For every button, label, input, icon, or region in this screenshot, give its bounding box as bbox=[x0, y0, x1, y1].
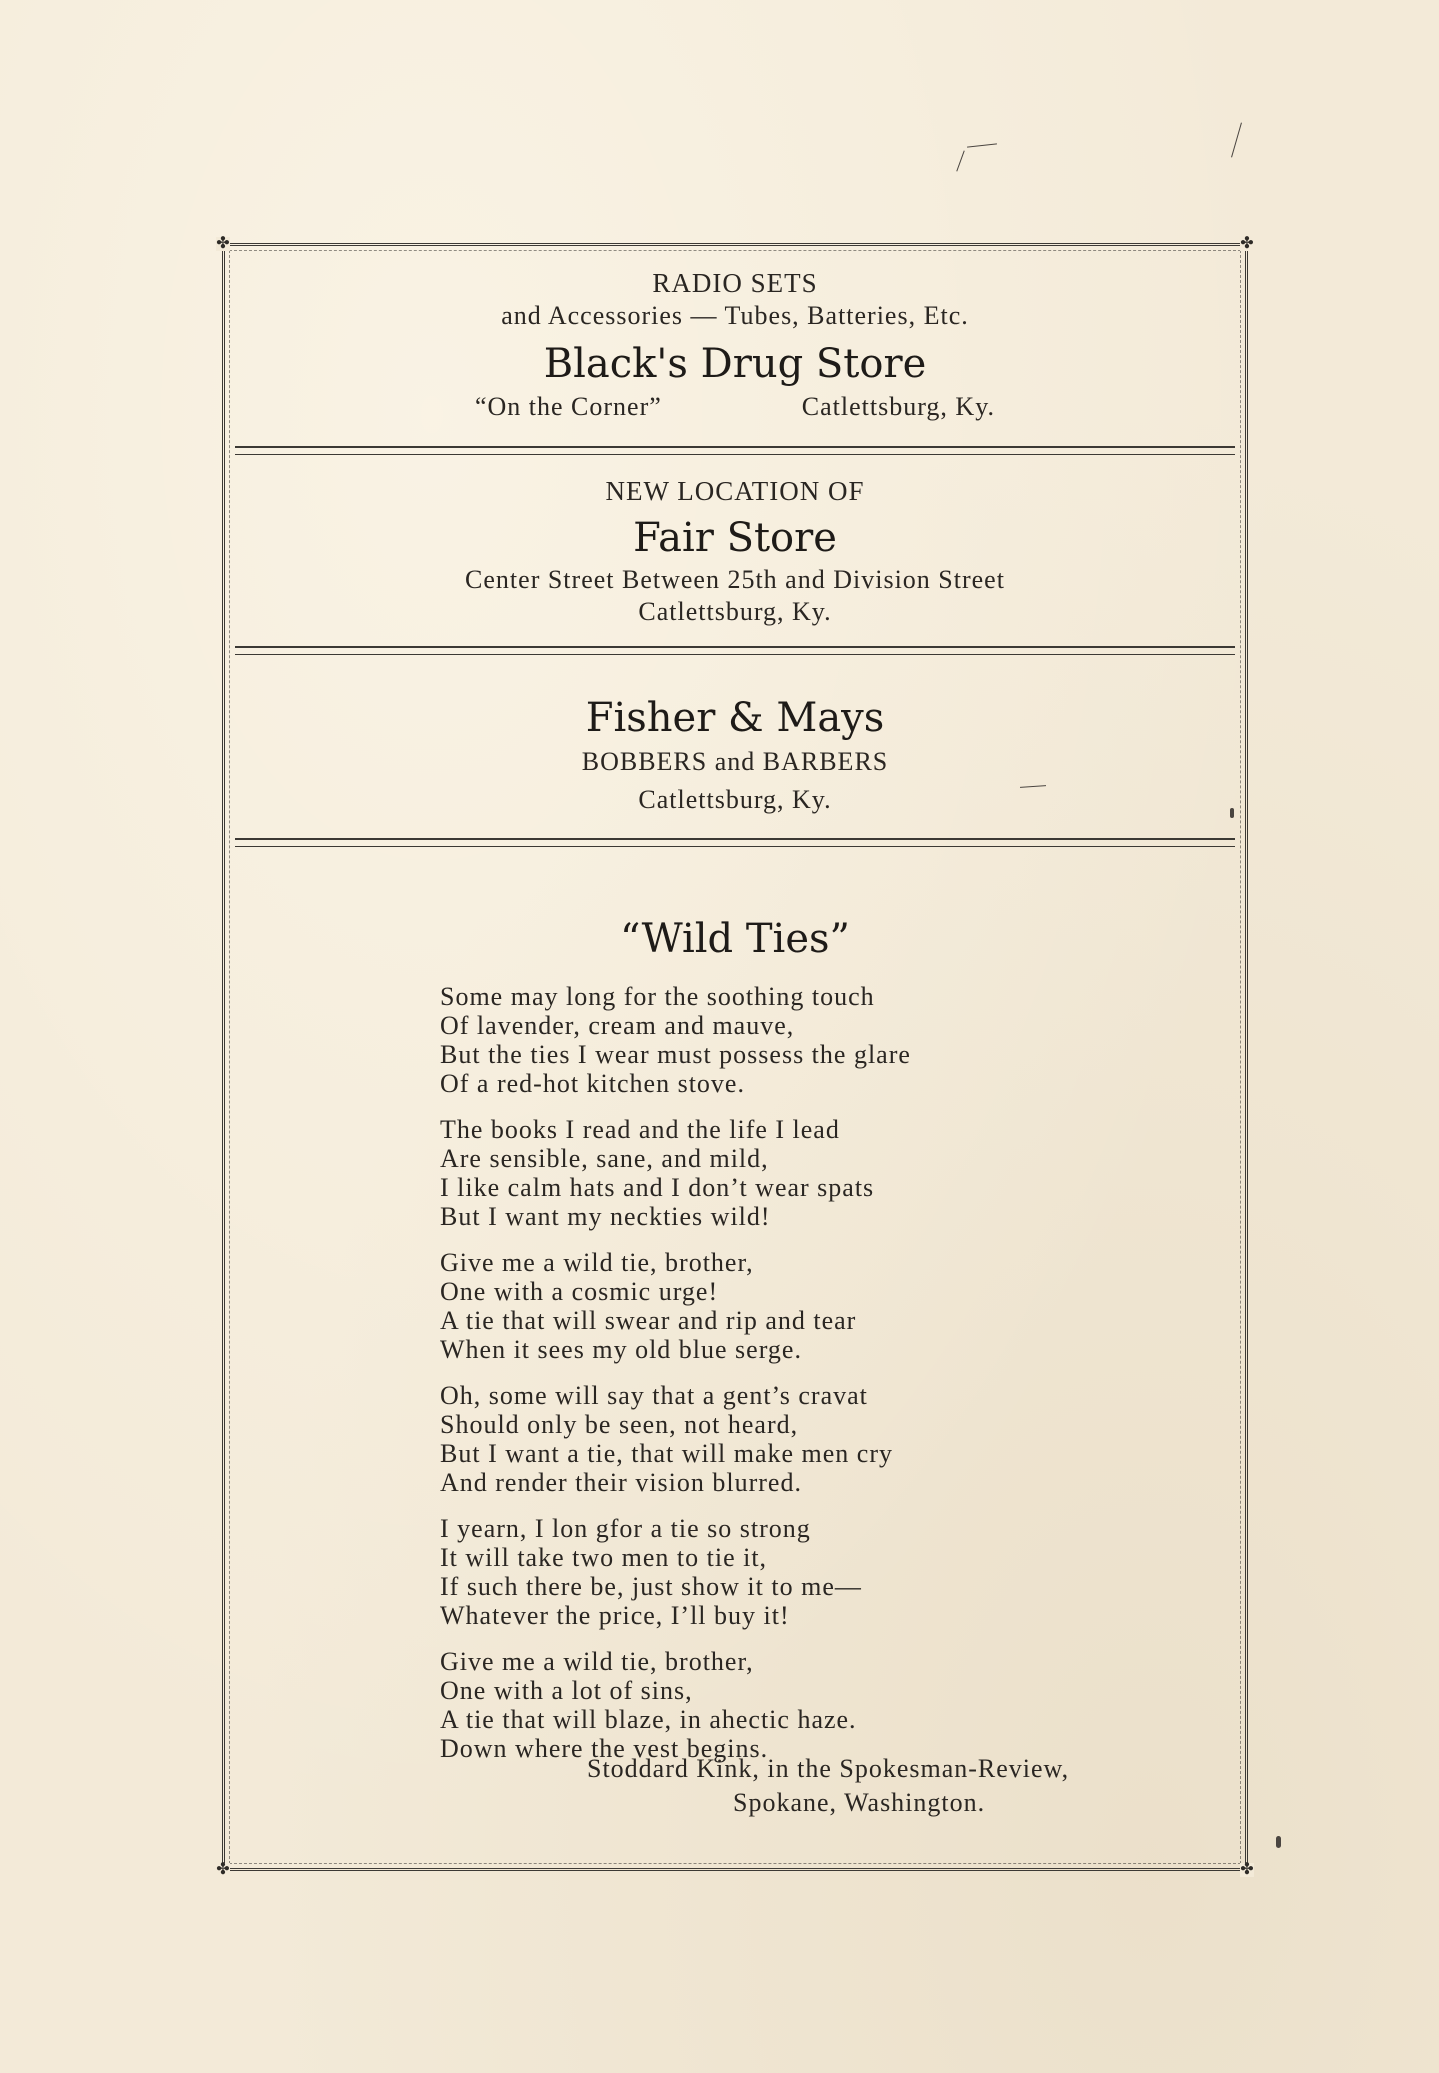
stray-mark bbox=[967, 143, 997, 147]
poem-line: When it sees my old blue serge. bbox=[440, 1335, 802, 1364]
ad-location: Catlettsburg, Ky. bbox=[638, 597, 832, 626]
ad-headline: RADIO SETS bbox=[652, 268, 818, 298]
poem-line: A tie that will blaze, in ahectic haze. bbox=[440, 1705, 857, 1734]
poem-line: But I want a tie, that will make men cry bbox=[440, 1439, 893, 1468]
poem-stanza bbox=[440, 1248, 1080, 1364]
ad-headline: NEW LOCATION OF bbox=[605, 476, 865, 506]
poem-line: If such there be, just show it to me— bbox=[440, 1572, 862, 1601]
poem-line: But I want my neckties wild! bbox=[440, 1202, 771, 1231]
credit-author: Stoddard Kink, in the Spokesman-Review, bbox=[587, 1754, 1070, 1783]
ad-blacks-drug-store bbox=[225, 266, 1245, 422]
corner-ornament-icon: ✤ bbox=[216, 1861, 230, 1878]
poem-stanza bbox=[440, 1514, 1080, 1630]
corner-ornament-icon: ✤ bbox=[1240, 1861, 1254, 1878]
section-divider bbox=[235, 446, 1235, 455]
poem-stanza bbox=[440, 982, 1080, 1098]
ad-tagline: BOBBERS and BARBERS bbox=[581, 747, 889, 776]
credit-place: Spokane, Washington. bbox=[733, 1788, 986, 1817]
poem-line: Whatever the price, I’ll buy it! bbox=[440, 1601, 790, 1630]
ad-slogan: “On the Corner” bbox=[474, 392, 662, 421]
poem-line: A tie that will swear and rip and tear bbox=[440, 1306, 857, 1335]
ad-location: Catlettsburg, Ky. bbox=[801, 392, 996, 421]
poem-line: The books I read and the life I lead bbox=[440, 1115, 840, 1144]
poem-stanza bbox=[440, 1115, 1080, 1231]
poem-body bbox=[440, 982, 1080, 1780]
ad-location: Catlettsburg, Ky. bbox=[638, 785, 832, 814]
poem-line: Oh, some will say that a gent’s cravat bbox=[440, 1381, 868, 1410]
poem-line: Some may long for the soothing touch bbox=[440, 982, 875, 1011]
ad-fisher-and-mays bbox=[225, 692, 1245, 816]
poem-line: I yearn, I lon gfor a tie so strong bbox=[440, 1514, 811, 1543]
store-name: Black's Drug Store bbox=[543, 341, 927, 387]
poem-line: I like calm hats and I don’t wear spats bbox=[440, 1173, 875, 1202]
poem-line: Of lavender, cream and mauve, bbox=[440, 1011, 795, 1040]
store-name: Fisher & Mays bbox=[585, 695, 885, 741]
poem-stanza bbox=[440, 1381, 1080, 1497]
poem-line: But the ties I wear must possess the glare bbox=[440, 1040, 911, 1069]
poem-line: One with a lot of sins, bbox=[440, 1676, 693, 1705]
poem-line: Should only be seen, not heard, bbox=[440, 1410, 799, 1439]
poem-line: And render their vision blurred. bbox=[440, 1468, 802, 1497]
ad-fair-store bbox=[225, 474, 1245, 628]
decorative-border bbox=[216, 235, 1254, 1878]
section-divider bbox=[235, 838, 1235, 847]
poem-line: Are sensible, sane, and mild, bbox=[440, 1144, 769, 1173]
poem-line: Down where the vest begins. bbox=[440, 1734, 769, 1763]
corner-ornament-icon: ✤ bbox=[216, 235, 230, 252]
section-divider bbox=[235, 646, 1235, 655]
poem-title: “Wild Ties” bbox=[620, 916, 850, 962]
ad-footer-row bbox=[225, 392, 1245, 422]
stray-mark bbox=[1276, 1836, 1281, 1848]
poem-line: One with a cosmic urge! bbox=[440, 1277, 719, 1306]
poem-stanza bbox=[440, 1647, 1080, 1763]
poem-line: Give me a wild tie, brother, bbox=[440, 1647, 754, 1676]
store-name: Fair Store bbox=[633, 515, 837, 561]
stray-mark bbox=[956, 150, 964, 171]
poem-line: It will take two men to tie it, bbox=[440, 1543, 768, 1572]
stray-mark bbox=[1231, 123, 1242, 158]
ad-address: Center Street Between 25th and Division Street bbox=[465, 565, 1005, 594]
corner-ornament-icon: ✤ bbox=[1240, 235, 1254, 252]
poem-line: Give me a wild tie, brother, bbox=[440, 1248, 754, 1277]
ad-subline: and Accessories — Tubes, Batteries, Etc. bbox=[501, 301, 969, 330]
poem-line: Of a red-hot kitchen stove. bbox=[440, 1069, 745, 1098]
